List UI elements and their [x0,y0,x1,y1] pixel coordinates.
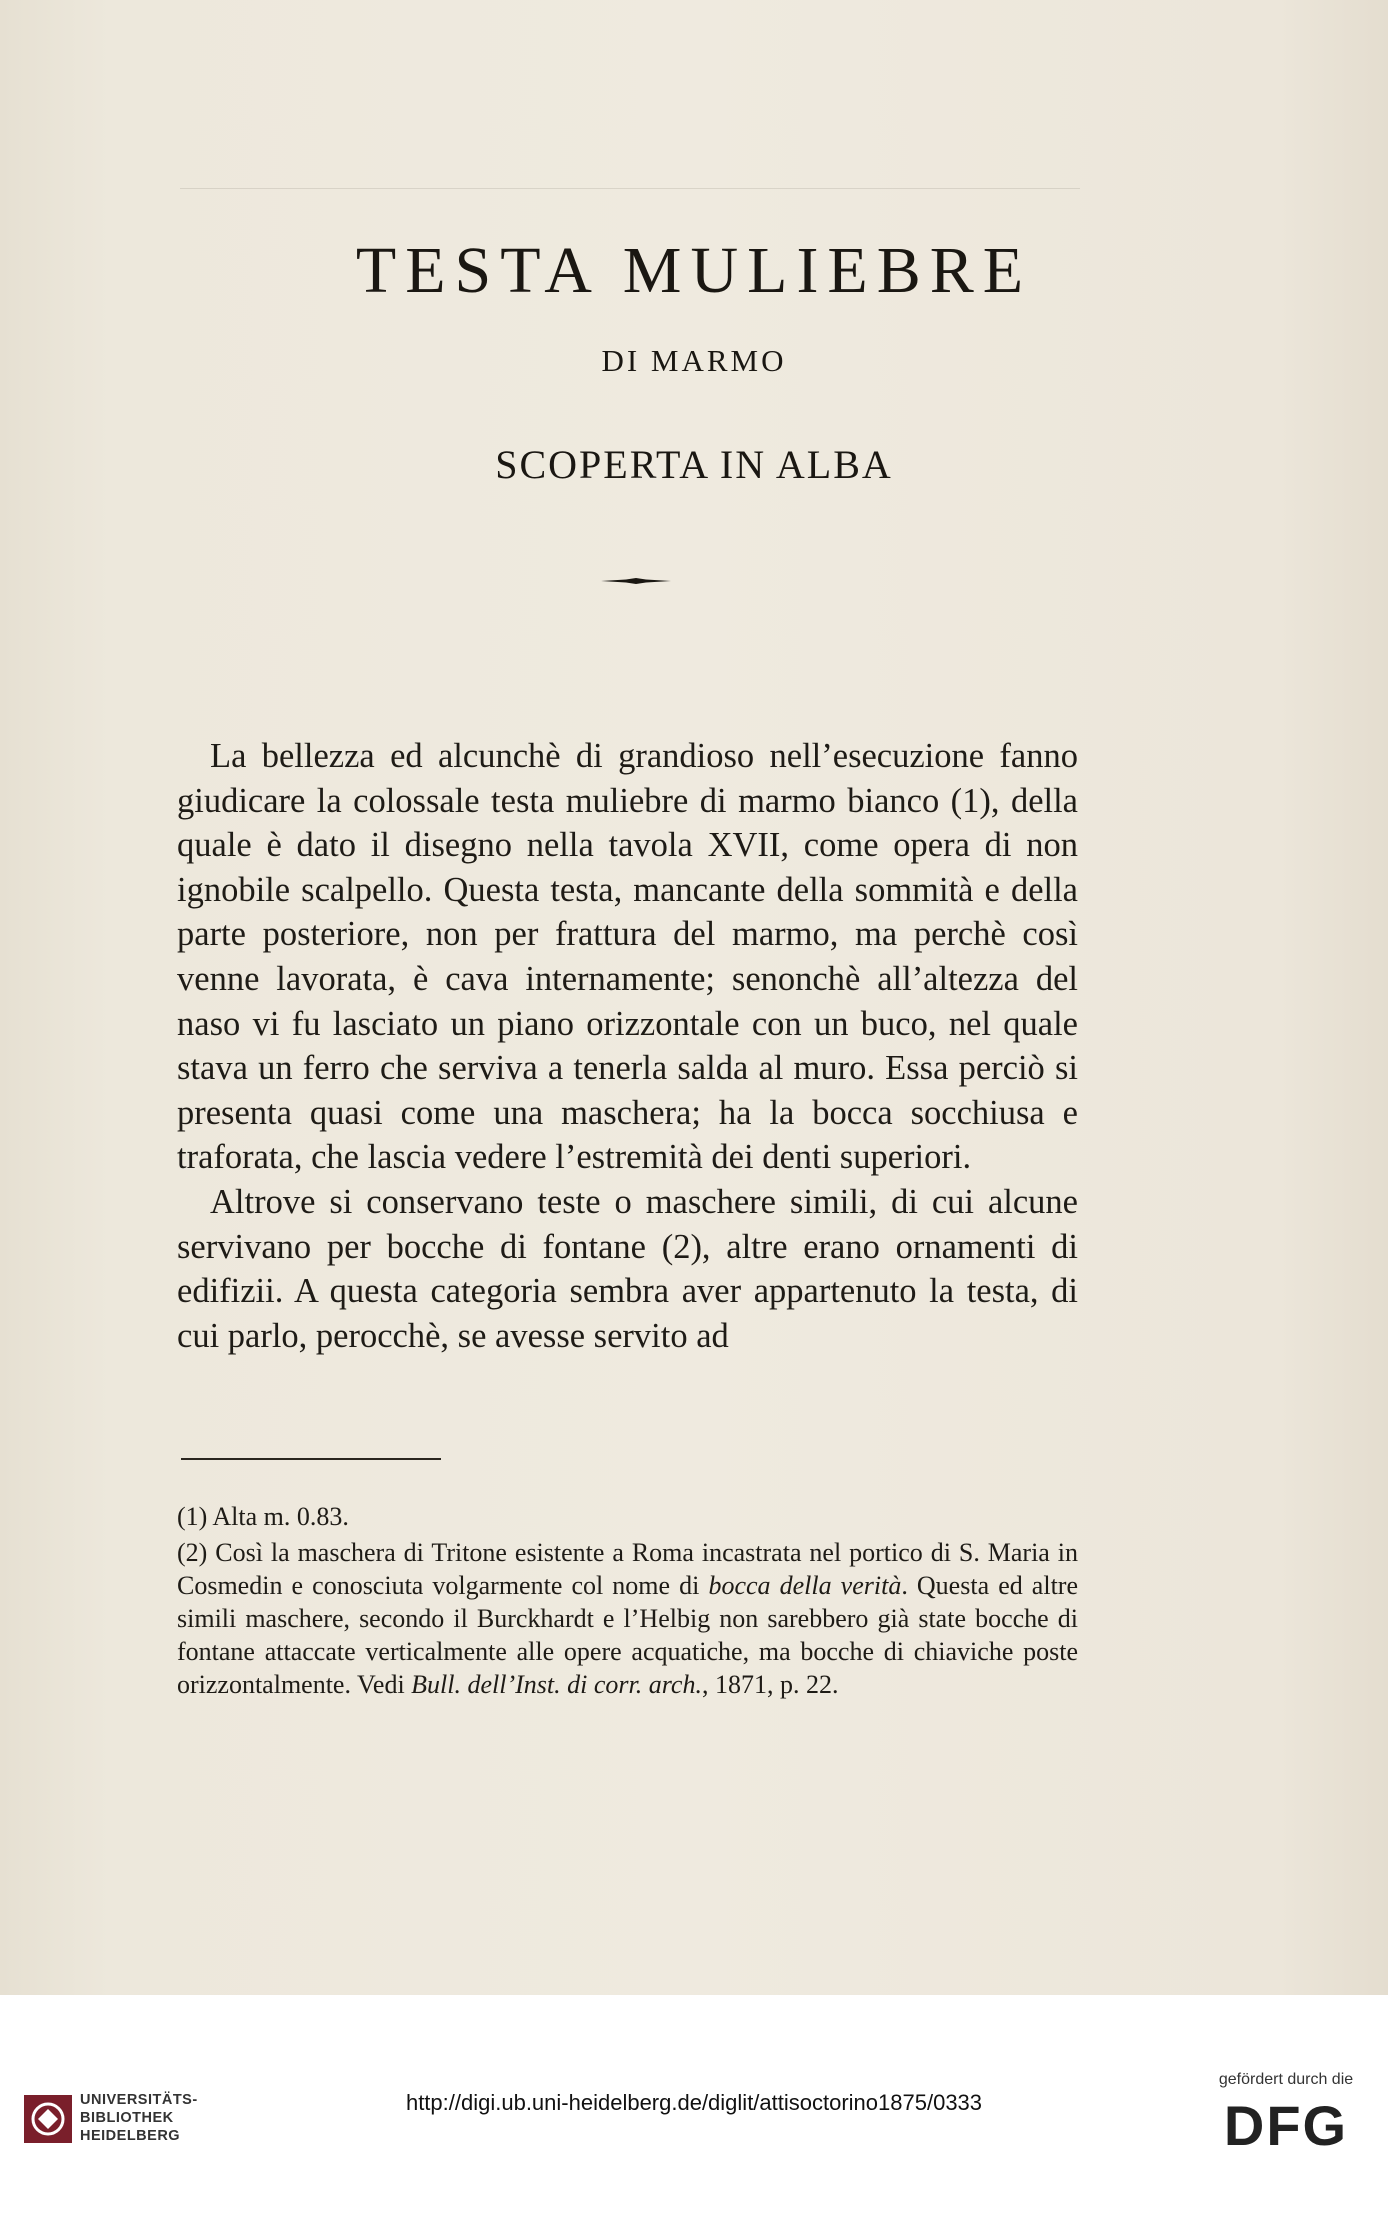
page-title: TESTA MULIEBRE [355,234,1033,307]
page-url[interactable]: http://digi.ub.uni-heidelberg.de/diglit/attisoctorino1875/0333 [405,2090,983,2115]
page-subtitle: DI MARMO [601,343,787,378]
ornament-divider [601,576,671,586]
page-subtitle-secondary: SCOPERTA IN ALBA [495,442,893,487]
footnote-rule [181,1458,441,1460]
footnotes [177,1500,1078,1704]
body-text [177,734,1078,1358]
running-head-bleed [180,148,1080,189]
footnote-2: (2) Così la maschera di Tritone esistente a Roma incastrata nel portico di S. Maria in Cosmedin e conosciuta volgarmente col nome di bocca della verità. Questa ed altre simili maschere, secondo il Burckhardt e l’Helbig non sarebbero già state bocche di fontane attaccate verticalmente alle opere acquatiche, ma bocche di chiaviche poste orizzontalmente. Vedi Bull. dell’Inst. di corr. arch., 1871, p. 22. [177,1538,1078,1699]
library-name: UNIVERSITÄTS- BIBLIOTHEK HEIDELBERG [80,2092,198,2144]
sponsor [1206,2071,1366,2158]
footnote-italic-ref: Bull. dell’Inst. di corr. arch. [411,1670,702,1699]
paragraph: La bellezza ed alcunchè di grandioso nell’esecuzione fanno giudicare la colossale testa muliebre di marmo bianco (1), della quale è dato il disegno nella tavola XVII, come opera di non ignobile scalpello. Questa testa, mancante della sommità e della parte posteriore, non per frattura del marmo, ma perchè così venne lavorata, è cava internamente; senonchè all’altezza del naso vi fu lasciato un piano orizzontale con un buco, nel quale stava un ferro che serviva a tenerla salda al muro. Essa perciò si presenta quasi come una maschera; ha la bocca socchiusa e traforata, che lascia vedere l’estremità dei denti superiori. [177,737,1078,1177]
footnote-1: (1) Alta m. 0.83. [177,1502,349,1531]
dfg-logo: DFG [1223,2094,1349,2157]
paragraph: Altrove si conservano teste o maschere simili, di cui alcune servivano per bocche di fontane (2), altre erano ornamenti di edifizii. A questa categoria sembra aver appartenuto la testa, di cui parlo, perocchè, se avesse servito ad [177,1182,1078,1355]
footnote-italic: bocca della verità [708,1571,902,1600]
viewer-footer [0,1995,1388,2239]
sponsor-text: gefördert durch die [1218,2071,1354,2088]
